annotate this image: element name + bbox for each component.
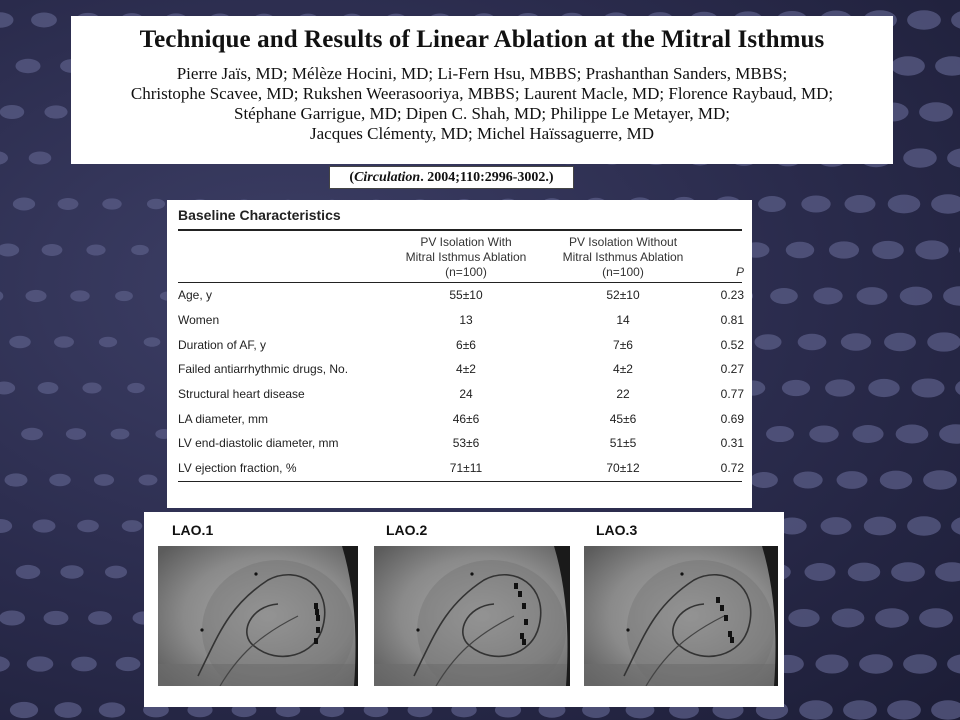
cell-label: LA diameter, mm — [178, 411, 269, 426]
header-line: Mitral Isthmus Ablation — [405, 250, 527, 264]
electrode-marker — [520, 633, 524, 639]
background-dot — [825, 379, 855, 396]
header-line: (n=100) — [602, 265, 644, 279]
background-dot — [750, 472, 778, 488]
background-dot — [848, 563, 881, 582]
fluoroscopy-image — [158, 546, 358, 686]
background-dot — [66, 428, 86, 440]
marker-dot — [626, 628, 629, 631]
cell-without: 22 — [616, 387, 630, 402]
background-dot — [758, 196, 786, 212]
background-dot — [147, 199, 165, 209]
electrode-marker — [518, 591, 522, 597]
background-dot — [139, 475, 158, 486]
background-dot — [44, 105, 67, 118]
background-dot — [915, 240, 948, 259]
background-dot — [788, 609, 819, 627]
background-dot — [16, 565, 40, 579]
fluoroscopy-image — [584, 546, 778, 686]
background-dot — [71, 657, 97, 672]
cell-without: 7±6 — [613, 337, 633, 352]
cell-with: 6±6 — [456, 337, 476, 352]
electrode-marker — [314, 603, 318, 609]
background-dot — [896, 425, 929, 444]
header-line: Mitral Isthmus Ablation — [562, 250, 684, 264]
table-row — [178, 456, 744, 481]
panel-label: LAO.3 — [596, 522, 638, 538]
background-dot — [864, 517, 896, 536]
background-dot — [798, 334, 827, 351]
background-dot — [122, 520, 142, 532]
electrode-marker — [514, 583, 518, 589]
electrode-marker — [522, 639, 526, 645]
header-with-ablation — [386, 231, 546, 282]
background-dot — [880, 471, 913, 490]
table-bottom-rule — [178, 481, 742, 482]
background-dot — [116, 657, 141, 671]
marker-dot — [416, 628, 419, 631]
background-dot — [868, 379, 899, 397]
background-dot — [44, 611, 69, 625]
cell-with: 55±10 — [449, 288, 483, 303]
cell-label: Structural heart disease — [178, 387, 305, 402]
cell-label: LV end-diastolic diameter, mm — [178, 436, 339, 451]
cell-with: 13 — [459, 313, 473, 328]
cell-without: 14 — [616, 313, 630, 328]
background-dot — [900, 287, 933, 306]
background-dot — [0, 382, 15, 395]
citation-open: ( — [349, 170, 355, 185]
background-dot — [0, 610, 25, 625]
background-dot — [891, 562, 925, 582]
panel-label: LAO.1 — [172, 522, 214, 538]
background-dot — [86, 244, 105, 255]
background-dot — [843, 700, 877, 720]
background-dot — [927, 332, 960, 351]
background-dot — [887, 700, 921, 720]
cell-with: 4±2 — [456, 362, 476, 377]
background-dot — [888, 195, 921, 214]
background-dot — [0, 519, 12, 533]
background-dot — [0, 105, 24, 119]
background-dot — [0, 244, 19, 257]
background-dot — [127, 383, 145, 393]
background-dot — [105, 566, 127, 579]
background-dot — [951, 10, 960, 30]
cell-without: 4±2 — [613, 362, 633, 377]
background-dot — [21, 428, 43, 441]
cell-with: 71±11 — [449, 461, 483, 476]
background-dot — [872, 241, 904, 259]
background-dot — [891, 56, 925, 76]
cell-p: 0.77 — [720, 387, 744, 402]
header-p-value: P — [735, 265, 744, 279]
background-dot — [31, 13, 57, 28]
background-dot — [5, 473, 28, 486]
electrode-marker — [316, 615, 320, 621]
cell-with: 24 — [459, 387, 473, 402]
citation — [329, 166, 574, 189]
electrode-marker — [724, 615, 728, 621]
cell-with: 46±6 — [452, 411, 480, 426]
table-row — [178, 431, 744, 456]
background-dot — [857, 287, 888, 305]
cell-label: LV ejection fraction, % — [178, 461, 297, 476]
background-dot — [852, 425, 883, 443]
background-dot — [907, 516, 941, 536]
background-dot — [0, 12, 13, 28]
background-dot — [25, 290, 46, 302]
electrode-marker — [316, 627, 320, 633]
background-dot — [770, 288, 798, 304]
background-dot — [903, 148, 937, 167]
marker-dot — [680, 572, 683, 575]
background-dot — [821, 517, 852, 535]
background-dot — [935, 56, 960, 76]
table-row — [178, 332, 744, 357]
background-dot — [911, 378, 944, 397]
background-dot — [99, 337, 117, 348]
background-dot — [49, 474, 71, 486]
background-dot — [0, 289, 3, 302]
background-dot — [82, 382, 101, 393]
table-row — [178, 308, 744, 333]
background-dot — [766, 426, 794, 442]
fluoroscopy-figure — [144, 512, 784, 707]
background-dot — [77, 520, 99, 533]
background-dot — [955, 378, 960, 398]
citation-journal: Circulation — [354, 170, 421, 185]
cell-p: 0.27 — [720, 362, 744, 377]
marker-dot — [200, 628, 203, 631]
cell-without: 52±10 — [606, 288, 640, 303]
background-dot — [33, 519, 56, 532]
author-line: Stéphane Garrigue, MD; Dipen C. Shah, MD; Philippe Le Metayer, MD; — [233, 104, 730, 123]
marker-dot — [470, 572, 473, 575]
background-dot — [903, 654, 937, 674]
cell-with: 53±6 — [452, 436, 480, 451]
background-dot — [70, 290, 89, 301]
cell-without: 51±5 — [609, 436, 637, 451]
table-row — [178, 406, 744, 431]
header-line: (n=100) — [445, 265, 487, 279]
background-dot — [99, 702, 125, 717]
citation-close: ) — [548, 170, 554, 185]
header-line: PV Isolation Without — [568, 235, 678, 249]
cell-without: 70±12 — [606, 461, 640, 476]
background-dot — [60, 565, 83, 578]
electrode-marker — [522, 603, 526, 609]
background-dot — [907, 10, 941, 30]
background-dot — [951, 516, 960, 536]
baseline-table-body — [178, 283, 744, 481]
cell-label: Duration of AF, y — [178, 337, 267, 352]
cell-p: 0.69 — [720, 411, 744, 426]
background-dot — [111, 429, 130, 440]
background-dot — [943, 286, 960, 306]
cell-label: Failed antiarrhythmic drugs, No. — [178, 362, 349, 377]
background-dot — [931, 700, 960, 720]
cell-p: 0.23 — [720, 288, 744, 303]
background-dot — [923, 470, 957, 490]
background-dot — [931, 194, 960, 214]
electrode-marker — [314, 638, 318, 644]
background-dot — [29, 151, 52, 164]
electrode-marker — [716, 597, 720, 603]
cell-p: 0.31 — [720, 436, 744, 451]
background-dot — [102, 198, 121, 209]
background-dot — [919, 102, 953, 122]
background-dot — [859, 654, 893, 674]
table-row — [178, 283, 744, 308]
background-dot — [799, 700, 833, 719]
background-dot — [782, 380, 810, 396]
background-dot — [42, 244, 63, 256]
background-dot — [10, 702, 38, 718]
background-dot — [884, 333, 916, 351]
author-line: Jacques Clémenty, MD; Michel Haïssaguerre, MD — [309, 124, 654, 143]
background-dot — [144, 337, 161, 347]
electrode-marker — [315, 609, 319, 615]
background-dot — [875, 608, 909, 628]
background-dot — [754, 334, 781, 350]
fluoroscopy-image — [374, 546, 570, 686]
background-dot — [54, 702, 81, 718]
electrode-marker — [720, 605, 724, 611]
background-dot — [832, 609, 865, 628]
marker-dot — [254, 572, 257, 575]
cell-label: Age, y — [178, 288, 213, 303]
background-dot — [38, 382, 59, 394]
background-dot — [54, 336, 74, 347]
cell-p: 0.81 — [720, 313, 744, 328]
author-list — [71, 64, 893, 144]
electrode-marker — [730, 637, 734, 643]
background-dot — [804, 563, 835, 581]
background-dot — [809, 425, 839, 442]
electrode-marker — [728, 631, 732, 637]
paper-title: Technique and Results of Linear Ablation at the Mitral Isthmus — [139, 26, 825, 53]
background-dot — [837, 471, 868, 489]
background-dot — [115, 291, 133, 301]
background-dot — [841, 333, 871, 350]
baseline-table-panel — [167, 200, 752, 508]
header-without-ablation — [546, 231, 700, 282]
cell-label: Women — [178, 313, 220, 328]
background-dot — [58, 198, 79, 210]
table-title: Baseline Characteristics — [178, 207, 341, 223]
background-dot — [845, 195, 876, 213]
background-dot — [88, 611, 112, 625]
electrode-marker — [524, 619, 528, 625]
background-dot — [815, 654, 848, 673]
background-dot — [919, 608, 953, 628]
background-dot — [0, 656, 10, 672]
background-dot — [801, 196, 830, 213]
table-row — [178, 357, 744, 382]
background-dot — [9, 336, 31, 348]
background-dot — [947, 654, 960, 674]
background-dot — [829, 241, 859, 258]
cell-p: 0.52 — [720, 337, 744, 352]
header-line: PV Isolation With — [420, 235, 512, 249]
background-dot — [786, 242, 814, 258]
author-line: Christophe Scavee, MD; Rukshen Weerasooriya, MBBS; Laurent Macle, MD; Florence Raybaud, MD; — [130, 84, 834, 103]
table-row — [178, 382, 744, 407]
background-dot — [13, 198, 35, 211]
baseline-table — [178, 231, 744, 282]
background-dot — [94, 474, 114, 486]
panel-label: LAO.2 — [386, 522, 428, 538]
background-dot — [793, 472, 822, 489]
author-line: Pierre Jaïs, MD; Mélèze Hocini, MD; Li-Fern Hsu, MBBS; Prashanthan Sanders, MBBS; — [176, 64, 788, 83]
header-label-col — [178, 231, 386, 282]
background-dot — [935, 562, 960, 582]
background-dot — [27, 656, 54, 671]
table-header-row — [178, 231, 744, 282]
background-dot — [15, 59, 40, 73]
background-dot — [0, 151, 8, 165]
citation-details: . 2004;110:2996-3002. — [420, 170, 549, 185]
paper-header — [71, 16, 893, 164]
background-dot — [947, 148, 960, 168]
background-dot — [131, 245, 149, 255]
cell-without: 45±6 — [609, 411, 637, 426]
background-dot — [939, 424, 960, 444]
background-dot — [813, 288, 842, 305]
cell-p: 0.72 — [720, 461, 744, 476]
